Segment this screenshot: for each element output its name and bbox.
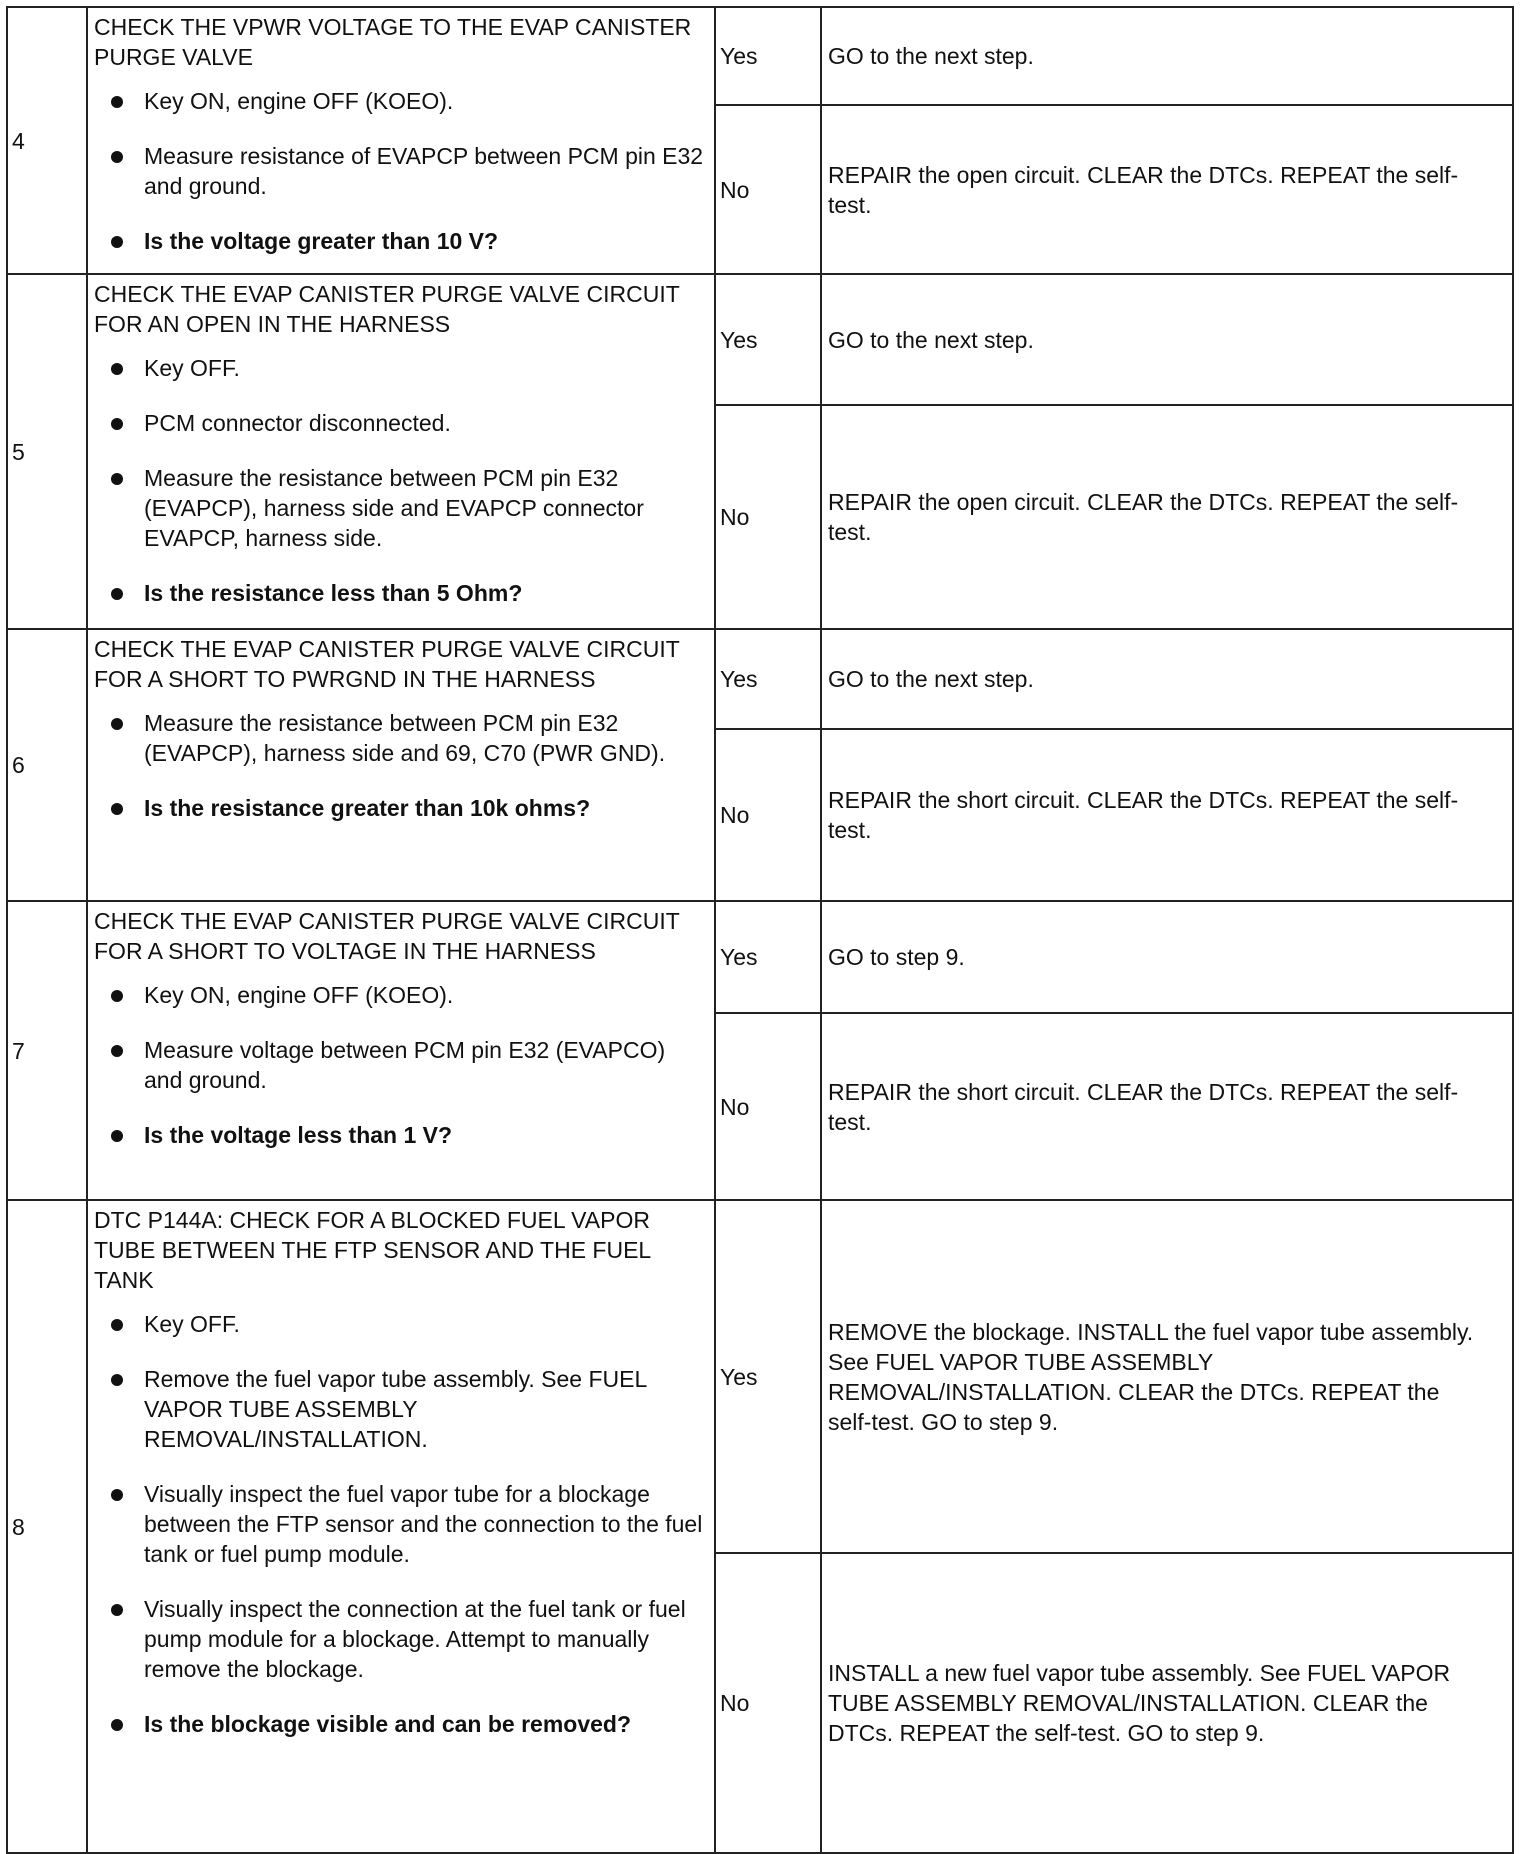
bullet-item: Remove the fuel vapor tube assembly. See FUEL VAPOR TUBE ASSEMBLY REMOVAL/INSTALLATION. [144,1364,706,1454]
step-bullets [94,708,706,823]
step-bullets [94,980,706,1150]
result-no: REPAIR the open circuit. CLEAR the DTCs. REPEAT the self-test. [821,105,1513,274]
result-yes: GO to the next step. [821,7,1513,105]
step-action [87,629,715,901]
answer-yes: Yes [715,1200,821,1553]
step-row-yes [7,629,1513,729]
step-row-yes [7,1200,1513,1553]
answer-no: No [715,729,821,901]
bullet-item: Visually inspect the connection at the fuel tank or fuel pump module for a blockage. Attempt to manually remove the blockage. [144,1594,706,1684]
step-bullets [94,353,706,608]
answer-no: No [715,1013,821,1200]
bullet-item: PCM connector disconnected. [144,408,706,438]
bullet-item: Key ON, engine OFF (KOEO). [144,86,706,116]
step-title: DTC P144A: CHECK FOR A BLOCKED FUEL VAPOR TUBE BETWEEN THE FTP SENSOR AND THE FUEL TANK [94,1207,651,1293]
result-no: REPAIR the short circuit. CLEAR the DTCs. REPEAT the self-test. [821,1013,1513,1200]
result-yes: GO to the next step. [821,274,1513,405]
step-question: Is the resistance greater than 10k ohms? [144,793,706,823]
result-yes: REMOVE the blockage. INSTALL the fuel vapor tube assembly. See FUEL VAPOR TUBE ASSEMBLY REMOVAL/INSTALLATION. CLEAR the DTCs. REPEAT the self-test. GO to step 9. [821,1200,1513,1553]
step-number: 8 [7,1200,87,1853]
step-number: 4 [7,7,87,274]
step-action [87,274,715,629]
answer-no: No [715,1553,821,1853]
step-title: CHECK THE EVAP CANISTER PURGE VALVE CIRCUIT FOR AN OPEN IN THE HARNESS [94,281,680,337]
bullet-item: Key OFF. [144,1309,706,1339]
step-title: CHECK THE VPWR VOLTAGE TO THE EVAP CANISTER PURGE VALVE [94,14,692,70]
result-no: INSTALL a new fuel vapor tube assembly. See FUEL VAPOR TUBE ASSEMBLY REMOVAL/INSTALLATION. CLEAR the DTCs. REPEAT the self-test. GO to step 9. [821,1553,1513,1853]
step-number: 5 [7,274,87,629]
step-number: 7 [7,901,87,1200]
answer-yes: Yes [715,7,821,105]
bullet-item: Measure voltage between PCM pin E32 (EVAPCO) and ground. [144,1035,706,1095]
bullet-item: Key ON, engine OFF (KOEO). [144,980,706,1010]
step-question: Is the voltage greater than 10 V? [144,226,706,256]
bullet-item: Measure the resistance between PCM pin E32 (EVAPCP), harness side and EVAPCP connector EVAPCP, harness side. [144,463,706,553]
step-bullets [94,86,706,256]
step-row-yes [7,7,1513,105]
answer-yes: Yes [715,901,821,1013]
bullet-item: Visually inspect the fuel vapor tube for a blockage between the FTP sensor and the connection to the fuel tank or fuel pump module. [144,1479,706,1569]
step-question: Is the blockage visible and can be removed? [144,1709,706,1739]
diagnostic-test-table [6,6,1514,1854]
step-number: 6 [7,629,87,901]
result-yes: GO to step 9. [821,901,1513,1013]
step-question: Is the voltage less than 1 V? [144,1120,706,1150]
step-row-yes [7,274,1513,405]
step-action [87,7,715,274]
answer-yes: Yes [715,629,821,729]
bullet-item: Measure the resistance between PCM pin E32 (EVAPCP), harness side and 69, C70 (PWR GND). [144,708,706,768]
step-bullets [94,1309,706,1739]
answer-yes: Yes [715,274,821,405]
step-row-yes [7,901,1513,1013]
result-yes: GO to the next step. [821,629,1513,729]
bullet-item: Measure resistance of EVAPCP between PCM pin E32 and ground. [144,141,706,201]
answer-no: No [715,405,821,629]
bullet-item: Key OFF. [144,353,706,383]
step-action [87,1200,715,1853]
step-title: CHECK THE EVAP CANISTER PURGE VALVE CIRCUIT FOR A SHORT TO VOLTAGE IN THE HARNESS [94,908,680,964]
result-no: REPAIR the open circuit. CLEAR the DTCs. REPEAT the self-test. [821,405,1513,629]
step-title: CHECK THE EVAP CANISTER PURGE VALVE CIRCUIT FOR A SHORT TO PWRGND IN THE HARNESS [94,636,680,692]
step-action [87,901,715,1200]
answer-no: No [715,105,821,274]
result-no: REPAIR the short circuit. CLEAR the DTCs. REPEAT the self-test. [821,729,1513,901]
step-question: Is the resistance less than 5 Ohm? [144,578,706,608]
